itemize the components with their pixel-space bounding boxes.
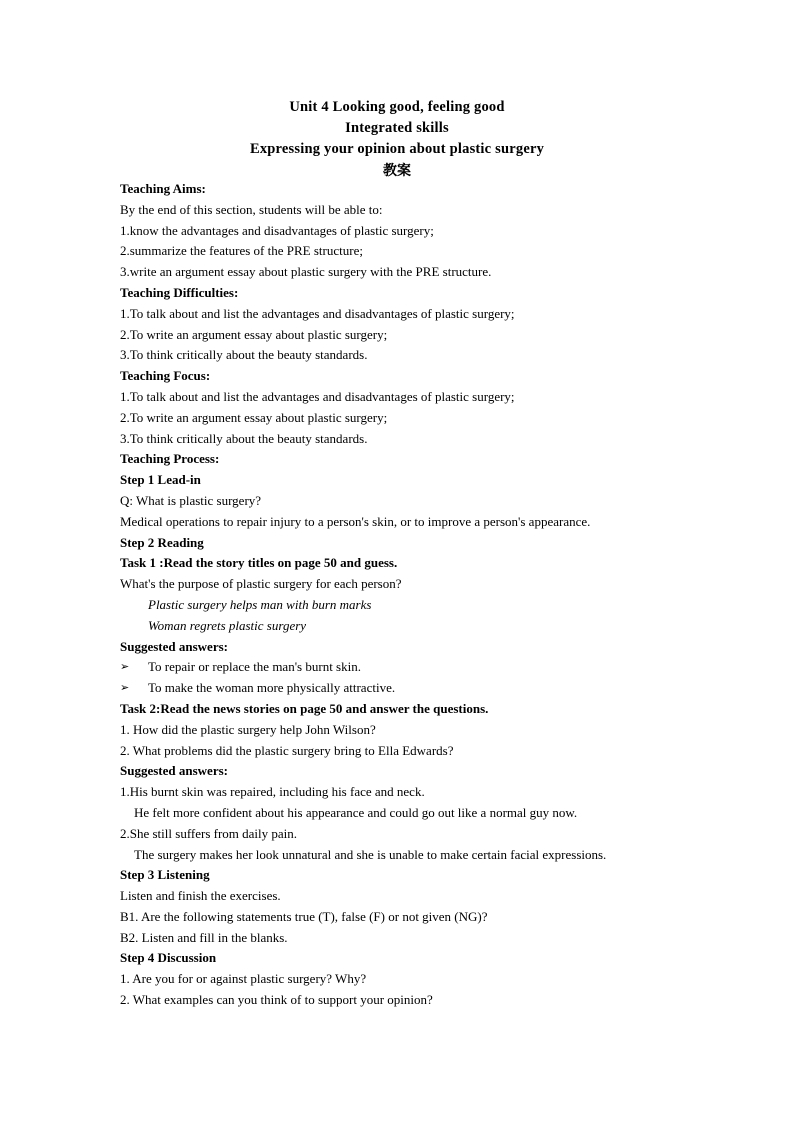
step1-answer: Medical operations to repair injury to a person's skin, or to improve a person's appearance.	[120, 513, 591, 529]
task1-answers-heading: Suggested answers:	[120, 638, 228, 654]
task1-question: What's the purpose of plastic surgery for each person?	[120, 576, 402, 592]
list-item: 2.summarize the features of the PRE structure;	[120, 243, 363, 259]
unit-title: Unit 4 Looking good, feeling good	[289, 99, 505, 115]
teaching-process-heading: Teaching Process:	[120, 451, 220, 467]
answer-text: The surgery makes her look unnatural and she is unable to make certain facial expressions.	[134, 846, 607, 862]
step1-heading: Step 1 Lead-in	[120, 472, 201, 488]
list-item	[120, 657, 720, 678]
arrow-bullet-icon: ➢	[120, 660, 130, 674]
list-item: 2.To write an argument essay about plastic surgery;	[120, 409, 388, 425]
answer-text: He felt more confident about his appearance and could go out like a normal guy now.	[134, 804, 578, 820]
task2-question: 1. How did the plastic surgery help John Wilson?	[120, 721, 376, 737]
teaching-aims-heading: Teaching Aims:	[120, 181, 206, 196]
step1-question: Q: What is plastic surgery?	[120, 492, 262, 508]
answer-text: To repair or replace the man's burnt skin.	[148, 659, 361, 675]
lesson-title: Expressing your opinion about plastic surgery	[249, 141, 545, 157]
teaching-difficulties-heading: Teaching Difficulties:	[120, 284, 239, 300]
list-item	[120, 678, 720, 699]
task1-heading: Task 1 :Read the story titles on page 50 and guess.	[120, 555, 398, 571]
answer-text: 2.She still suffers from daily pain.	[120, 825, 298, 841]
story-title: Plastic surgery helps man with burn marks	[148, 596, 372, 612]
step4-heading: Step 4 Discussion	[120, 950, 217, 966]
step3-heading: Step 3 Listening	[120, 867, 210, 883]
list-item: 2. What examples can you think of to support your opinion?	[120, 992, 433, 1008]
answer-text: 1.His burnt skin was repaired, including his face and neck.	[120, 784, 425, 800]
list-item: 1.To talk about and list the advantages and disadvantages of plastic surgery;	[120, 305, 515, 321]
step3-intro: Listen and finish the exercises.	[120, 888, 281, 904]
task2-question: 2. What problems did the plastic surgery bring to Ella Edwards?	[120, 742, 454, 758]
title-block	[0, 97, 794, 182]
story-title: Woman regrets plastic surgery	[148, 617, 307, 633]
list-item: 2.To write an argument essay about plastic surgery;	[120, 326, 388, 342]
task2-answers-heading: Suggested answers:	[120, 763, 228, 779]
list-item: 1. Are you for or against plastic surgery? Why?	[120, 971, 367, 987]
list-item: 3.To think critically about the beauty standards.	[120, 430, 368, 446]
list-item: 1.To talk about and list the advantages and disadvantages of plastic surgery;	[120, 388, 515, 404]
section-title: Integrated skills	[345, 120, 449, 136]
list-item: 3.To think critically about the beauty standards.	[120, 347, 368, 363]
document-body	[120, 179, 720, 1011]
teaching-focus-heading: Teaching Focus:	[120, 368, 211, 384]
list-item: B1. Are the following statements true (T), false (F) or not given (NG)?	[120, 908, 488, 924]
teaching-aims-intro: By the end of this section, students will be able to:	[120, 201, 383, 217]
task2-heading: Task 2:Read the news stories on page 50 and answer the questions.	[120, 700, 489, 716]
list-item: 3.write an argument essay about plastic surgery with the PRE structure.	[120, 264, 492, 280]
list-item: 1.know the advantages and disadvantages of plastic surgery;	[120, 222, 434, 238]
list-item: B2. Listen and fill in the blanks.	[120, 929, 288, 945]
answer-text: To make the woman more physically attractive.	[148, 680, 396, 696]
step2-heading: Step 2 Reading	[120, 534, 204, 550]
lesson-plan-label: 教案	[383, 163, 411, 179]
arrow-bullet-icon: ➢	[120, 681, 130, 695]
